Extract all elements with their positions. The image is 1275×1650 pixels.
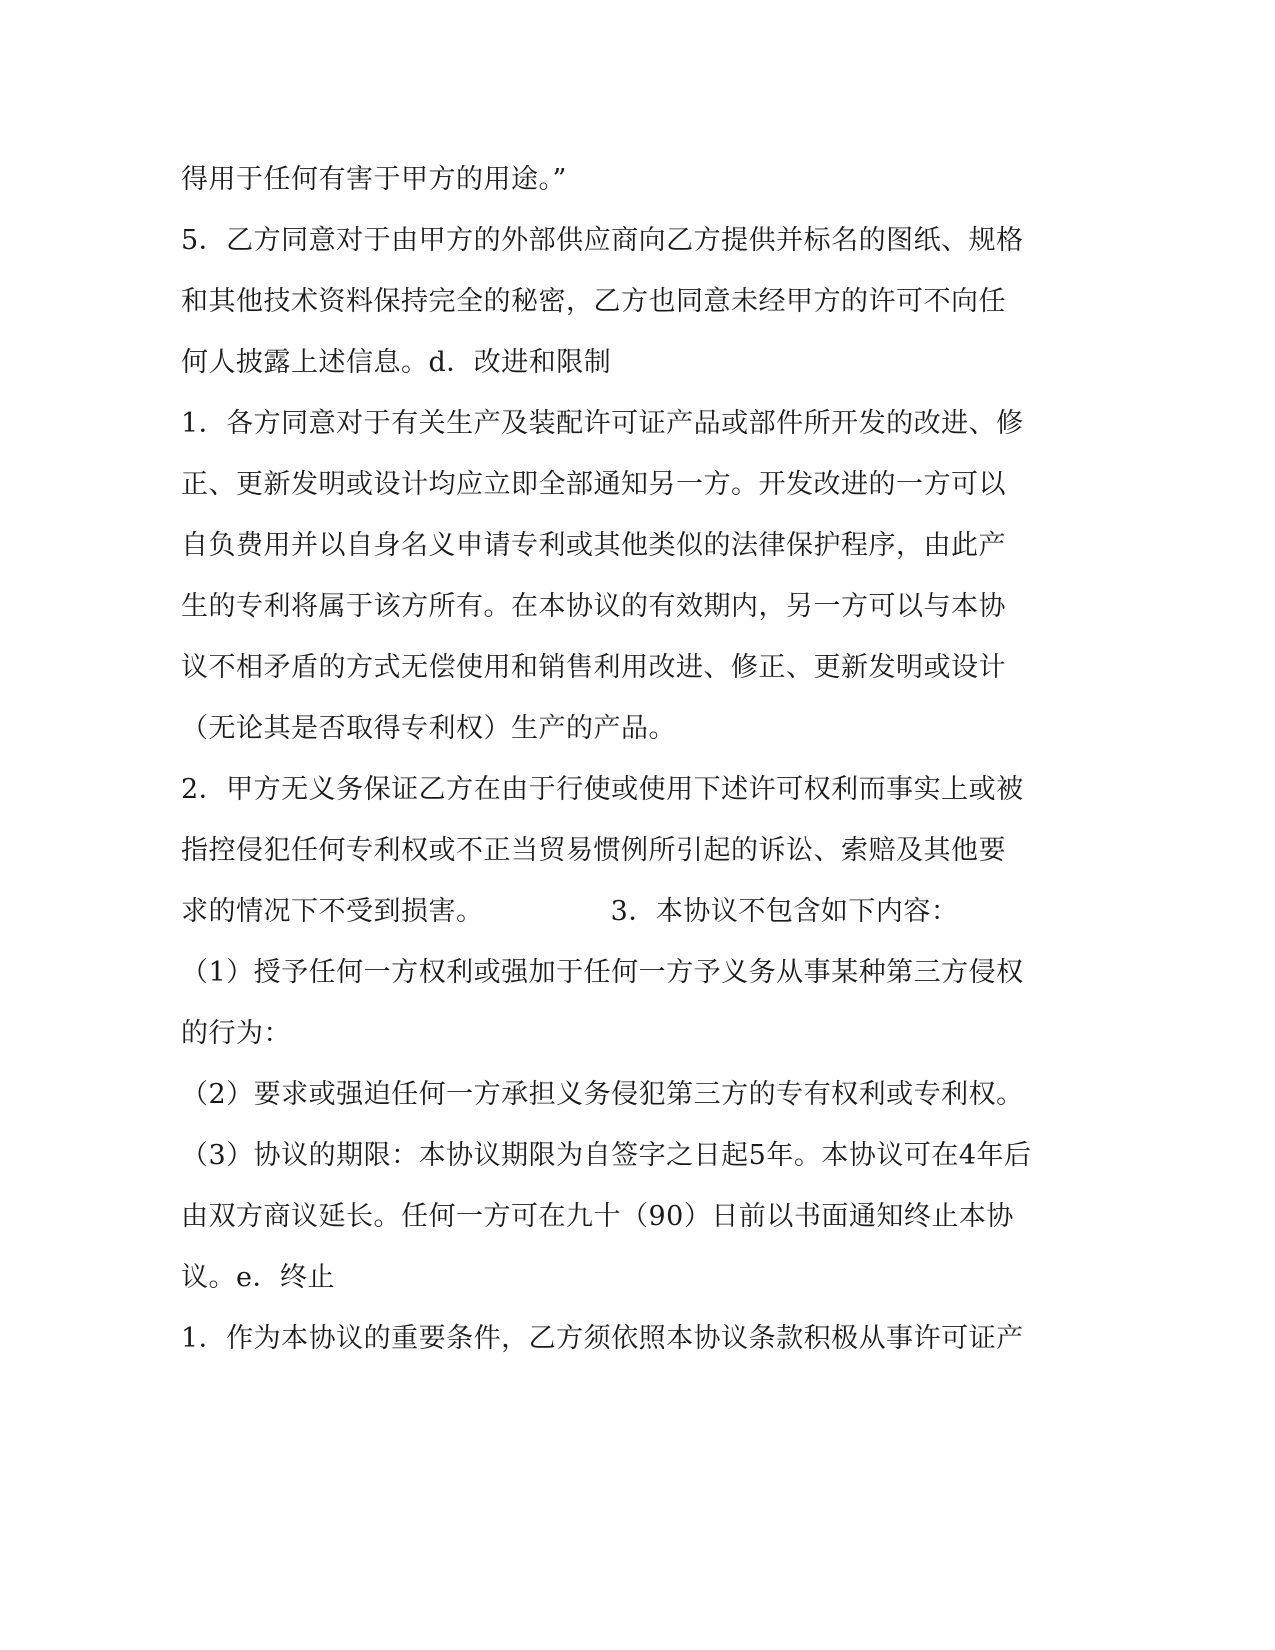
text-line: （1）授予任何一方权利或强加于任何一方予义务从事某种第三方侵权	[181, 957, 1024, 988]
text-line: 求的情况下不受到损害。 3．本协议不包含如下内容：	[181, 896, 959, 927]
text-line: 得用于任何有害于甲方的用途。”	[181, 164, 567, 195]
text-line: 的行为：	[181, 1018, 291, 1049]
text-line: 1．各方同意对于有关生产及装配许可证产品或部件所开发的改进、修	[181, 408, 1024, 439]
text-line: 何人披露上述信息。d．改进和限制	[181, 347, 612, 378]
text-line: （2）要求或强迫任何一方承担义务侵犯第三方的专有权利或专利权。	[181, 1079, 1024, 1110]
text-line: 和其他技术资料保持完全的秘密，乙方也同意未经甲方的许可不向任	[181, 286, 1006, 317]
text-line: 生的专利将属于该方所有。在本协议的有效期内，另一方可以与本协	[181, 591, 1006, 622]
text-line: 2．甲方无义务保证乙方在由于行使或使用下述许可权利而事实上或被	[181, 774, 1024, 805]
text-line: 指控侵犯任何专利权或不正当贸易惯例所引起的诉讼、索赔及其他要	[181, 835, 1006, 866]
text-line: 1．作为本协议的重要条件，乙方须依照本协议条款积极从事许可证产	[181, 1323, 1024, 1354]
text-line: 5．乙方同意对于由甲方的外部供应商向乙方提供并标名的图纸、规格	[181, 225, 1024, 256]
text-line: 正、更新发明或设计均应立即全部通知另一方。开发改进的一方可以	[181, 469, 1006, 500]
text-line: 由双方商议延长。任何一方可在九十（90）日前以书面通知终止本协	[181, 1201, 1014, 1232]
text-line: （无论其是否取得专利权）生产的产品。	[181, 713, 676, 744]
text-line: 议。e．终止	[181, 1262, 335, 1293]
text-line: 议不相矛盾的方式无偿使用和销售利用改进、修正、更新发明或设计	[181, 652, 1006, 683]
text-line: （3）协议的期限：本协议期限为自签字之日起5年。本协议可在4年后	[181, 1140, 1032, 1171]
text-line: 自负费用并以自身名义申请专利或其他类似的法律保护程序，由此产	[181, 530, 1006, 561]
